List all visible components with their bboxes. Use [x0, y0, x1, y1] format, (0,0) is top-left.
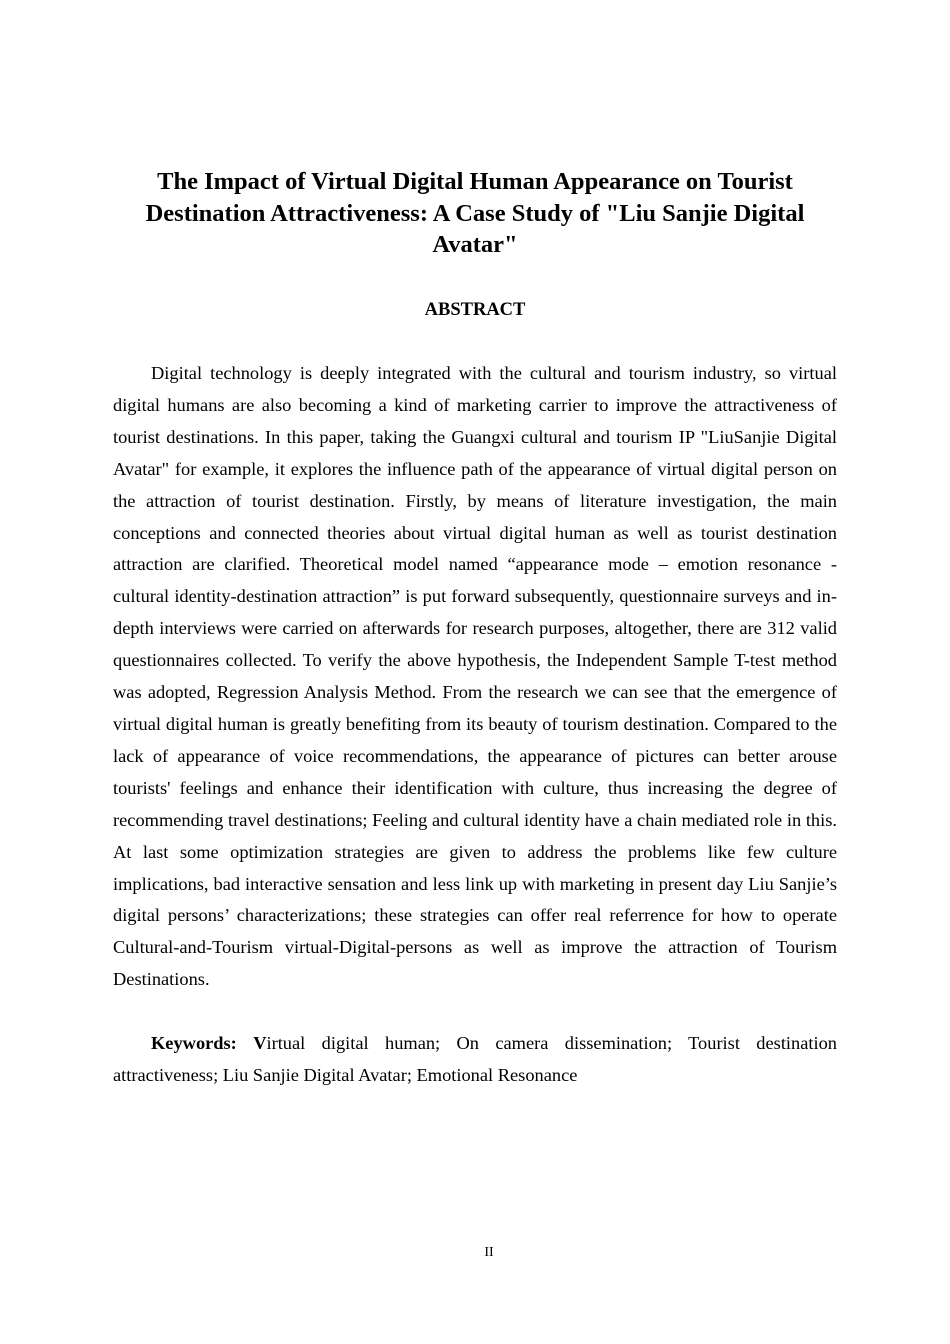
keywords-initial-letter: V [253, 1033, 267, 1053]
page-number: II [484, 1245, 494, 1260]
keywords-paragraph [113, 1028, 837, 1092]
abstract-paragraph: Digital technology is deeply integrated with the cultural and tourism industry, so virtual digital humans are also becoming a kind of marketing carrier to improve the attractiveness of tourist destinations. In this paper, taking the Guangxi cultural and tourism IP "LiuSanjie Digital Avatar" for example, it explores the influence path of the appearance of virtual digital person on the attraction of tourist destination. Firstly, by means of literature investigation, the main conceptions and connected theories about virtual digital human as well as tourist destination attraction are clarified. Theoretical model named “appearance mode – emotion resonance - cultural identity-destination attraction” is put forward subsequently, questionnaire surveys and in-depth interviews were carried on afterwards for research purposes, altogether, there are 312 valid questionnaires collected. To verify the above hypothesis, the Independent Sample T-test method was adopted, Regression Analysis Method. From the research we can see that the emergence of virtual digital human is greatly benefiting from its beauty of tourism destination. Compared to the lack of appearance of voice recommendations, the appearance of pictures can better arouse tourists' feelings and enhance their identification with culture, thus increasing the degree of recommending travel destinations; Feeling and cultural identity have a chain mediated role in this. At last some optimization strategies are given to address the problems like few culture implications, bad interactive sensation and less link up with marketing in present day Liu Sanjie’s digital persons’ characterizations; these strategies can offer real referrence for how to operate Cultural-and-Tourism virtual-Digital-persons as well as improve the attraction of Tourism Destinations. [113, 363, 837, 990]
abstract-heading: ABSTRACT [424, 300, 526, 320]
keywords-label: Keywords: [151, 1033, 237, 1053]
paper-title: The Impact of Virtual Digital Human Appearance on Tourist Destination Attractiveness: A Case Study of "Liu Sanjie Digital Avatar" [145, 168, 805, 258]
keywords-list: irtual digital human; On camera dissemination; Tourist destination attractiveness; Liu Sanjie Digital Avatar; Emotional Resonance [113, 1033, 838, 1085]
